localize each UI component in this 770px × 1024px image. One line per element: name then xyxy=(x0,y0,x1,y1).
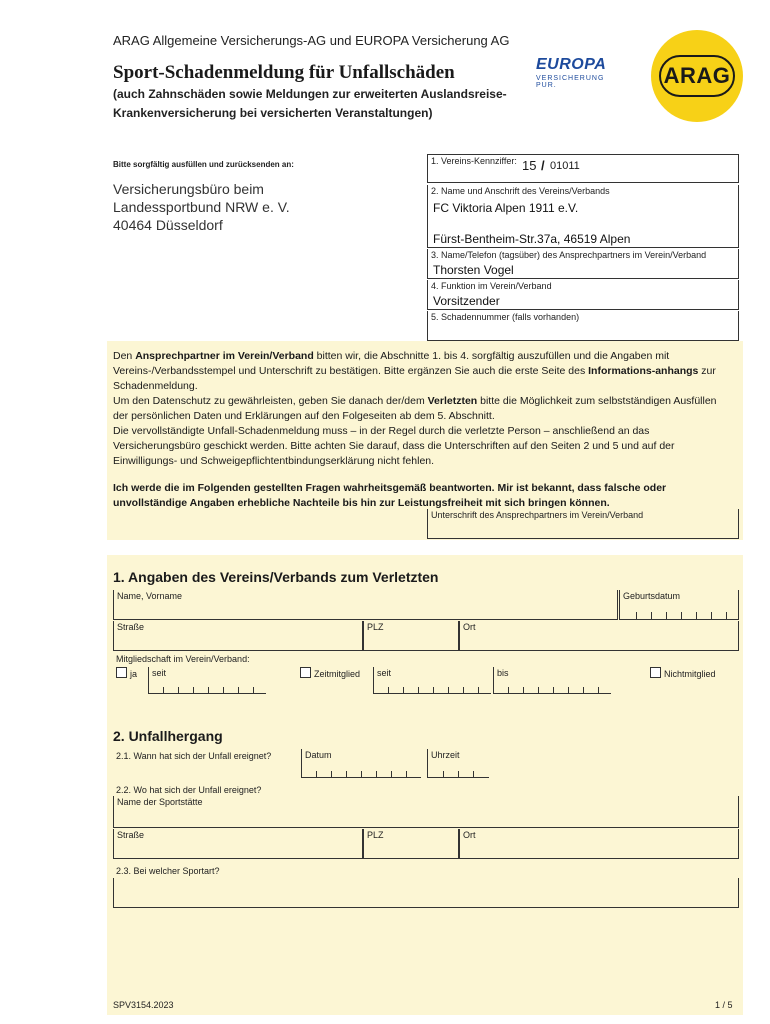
unfall-ort-label: Ort xyxy=(463,830,476,840)
field-plz[interactable] xyxy=(363,621,459,651)
seit-label: seit xyxy=(152,668,167,678)
verein-name-value: FC Viktoria Alpen 1911 e.V. xyxy=(433,201,579,215)
field-schadennummer[interactable] xyxy=(427,311,739,341)
address-intro: Bitte sorgfältig ausfüllen und zurücksenden an: xyxy=(113,160,294,169)
section-1-heading: 1. Angaben des Vereins/Verbands zum Verletzten xyxy=(113,569,439,585)
verein-anschrift-value: Fürst-Bentheim-Str.37a, 46519 Alpen xyxy=(433,232,631,246)
vereins-kennziffer-separator: / xyxy=(541,158,545,173)
address-line-2: Landessportbund NRW e. V. xyxy=(113,199,290,215)
field-seit-zeitmitglied[interactable] xyxy=(373,667,491,694)
page-number: 1 / 5 xyxy=(715,1000,733,1010)
membership-nichtmitglied-option[interactable] xyxy=(650,667,716,679)
funktion-value: Vorsitzender xyxy=(433,294,500,308)
field-geburtsdatum[interactable] xyxy=(619,590,739,620)
ja-label: ja xyxy=(130,669,138,679)
schadennummer-label: 5. Schadennummer (falls vorhanden) xyxy=(431,312,580,322)
form-code: SPV3154.2023 xyxy=(113,1000,174,1010)
page-subtitle-2: Krankenversicherung bei versicherten Veranstaltungen) xyxy=(113,106,433,120)
signature-field[interactable] xyxy=(427,509,739,539)
instructions-paragraph-3: Die vervollständigte Unfall-Schadenmeldung muss – in der Regel durch die verletzte Person – anschließend an das Versicherungsbüro geschickt werden. Bitte achten Sie darauf, dass die Unterschriften auf den Seiten 2 und 5 und auf der Einwilligungs- und Schweigepflichtentbindungserklärung nicht fehlen. xyxy=(113,425,675,467)
plz-label: PLZ xyxy=(367,622,384,632)
address-line-3: 40464 Düsseldorf xyxy=(113,217,223,233)
strasse-label: Straße xyxy=(117,622,145,632)
geburtsdatum-label: Geburtsdatum xyxy=(623,591,681,601)
zeitmitglied-label: Zeitmitglied xyxy=(314,669,361,679)
ja-checkbox[interactable] xyxy=(116,667,127,678)
field-vereins-kennziffer[interactable] xyxy=(427,154,739,183)
section-2-heading: 2. Unfallhergang xyxy=(113,728,223,744)
instructions-paragraph-1: Den Ansprechpartner im Verein/Verband bitten wir, die Abschnitte 1. bis 4. sorgfältig auszufüllen und die Angaben mit Vereins-/Verbandsstempel und Unterschrift zu bestätigen. Bitte ergänzen Sie auch die erste Seite des Informations-anhangs zur Schadenmeldung. xyxy=(113,350,716,392)
field-unfall-uhrzeit[interactable] xyxy=(427,749,489,778)
field-unfall-datum[interactable] xyxy=(301,749,421,778)
membership-zeitmitglied-option[interactable] xyxy=(300,667,360,679)
uhrzeit-label: Uhrzeit xyxy=(431,750,460,760)
page-subtitle-1: (auch Zahnschäden sowie Meldungen zur erweiterten Auslandsreise- xyxy=(113,87,507,101)
bis-label: bis xyxy=(497,668,509,678)
datum-label: Datum xyxy=(305,750,332,760)
europa-logo-tagline: VERSICHERUNG PUR. xyxy=(536,75,605,89)
membership-label: Mitgliedschaft im Verein/Verband: xyxy=(116,654,250,664)
question-2-1: 2.1. Wann hat sich der Unfall ereignet? xyxy=(116,751,272,761)
zeitmitglied-checkbox[interactable] xyxy=(300,667,311,678)
sportstaette-label: Name der Sportstätte xyxy=(117,797,203,807)
name-vorname-label: Name, Vorname xyxy=(117,591,183,601)
arag-logo xyxy=(651,30,743,122)
declaration-text: Ich werde die im Folgenden gestellten Fragen wahrheitsgemäß beantworten. Mir ist bekannt, dass falsche oder unvollständige Angaben erhebliche Nachteile bis hin zur Leistungsfreiheit mit sich bringen können. xyxy=(113,482,667,509)
unfall-strasse-label: Straße xyxy=(117,830,145,840)
field-unfall-ort[interactable] xyxy=(459,829,739,859)
field-seit-ja[interactable] xyxy=(148,667,266,694)
question-2-2: 2.2. Wo hat sich der Unfall ereignet? xyxy=(116,785,262,795)
vereins-kennziffer-value-b: 01011 xyxy=(550,160,580,172)
field-unfall-strasse[interactable] xyxy=(113,829,363,859)
field-strasse[interactable] xyxy=(113,621,363,651)
instructions-text xyxy=(113,349,733,511)
ansprechpartner-value: Thorsten Vogel xyxy=(433,263,514,277)
nichtmitglied-checkbox[interactable] xyxy=(650,667,661,678)
field-name-vorname[interactable] xyxy=(113,590,618,620)
company-line: ARAG Allgemeine Versicherungs-AG und EUROPA Versicherung AG xyxy=(113,33,510,48)
field-bis-zeitmitglied[interactable] xyxy=(493,667,611,694)
arag-logo-text: ARAG xyxy=(663,63,731,88)
nichtmitglied-label: Nichtmitglied xyxy=(664,669,716,679)
field-verein-name-anschrift[interactable] xyxy=(427,185,739,248)
field-funktion[interactable] xyxy=(427,280,739,310)
verein-name-label: 2. Name und Anschrift des Vereins/Verbands xyxy=(431,186,610,196)
page-title: Sport-Schadenmeldung für Unfallschäden xyxy=(113,62,455,83)
membership-ja-option[interactable] xyxy=(116,667,137,679)
instructions-paragraph-2: Um den Datenschutz zu gewährleisten, geben Sie danach der/dem Verletzten bitte die Möglichkeit zum selbstständigen Ausfüllen der persönlichen Daten und Erklärungen auf den Folgeseiten ab dem 5. Abschnitt. xyxy=(113,395,717,422)
field-sportstaette[interactable] xyxy=(113,796,739,828)
field-sportart[interactable] xyxy=(113,878,739,908)
signature-label: Unterschrift des Ansprechpartners im Verein/Verband xyxy=(431,510,644,520)
ort-label: Ort xyxy=(463,622,476,632)
funktion-label: 4. Funktion im Verein/Verband xyxy=(431,281,552,291)
field-ort[interactable] xyxy=(459,621,739,651)
unfall-plz-label: PLZ xyxy=(367,830,384,840)
seit-zeit-label: seit xyxy=(377,668,392,678)
europa-logo xyxy=(536,56,628,89)
field-ansprechpartner[interactable] xyxy=(427,249,739,279)
vereins-kennziffer-label: 1. Vereins-Kennziffer: xyxy=(431,156,517,166)
question-2-3: 2.3. Bei welcher Sportart? xyxy=(116,866,220,876)
field-unfall-plz[interactable] xyxy=(363,829,459,859)
vereins-kennziffer-value-a: 15 xyxy=(522,158,537,173)
ansprechpartner-label: 3. Name/Telefon (tagsüber) des Ansprechpartners im Verein/Verband xyxy=(431,250,707,260)
europa-logo-text: EUROPA xyxy=(536,56,607,73)
address-line-1: Versicherungsbüro beim xyxy=(113,181,264,197)
geburtsdatum-comb xyxy=(620,609,738,620)
